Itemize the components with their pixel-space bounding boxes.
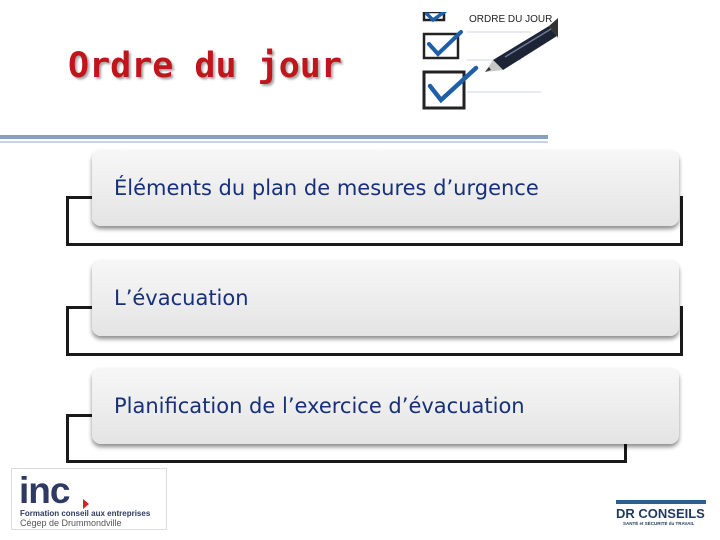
title-underline bbox=[0, 135, 548, 139]
agenda-item-label: Planification de l’exercice d’évacuation bbox=[114, 394, 525, 418]
checklist-image bbox=[421, 12, 558, 114]
agenda-item-label: L’évacuation bbox=[114, 286, 249, 310]
inc-logo-wordmark: inc bbox=[19, 470, 70, 511]
dr-conseils-logo-tagline: SANTÉ et SÉCURITÉ du TRAVAIL bbox=[623, 521, 695, 526]
slide-title: Ordre du jour bbox=[68, 46, 342, 86]
inc-logo-line1: Formation conseil aux entreprises bbox=[20, 509, 151, 518]
checklist-icon bbox=[421, 12, 558, 114]
checklist-caption: ORDRE DU JOUR bbox=[469, 14, 553, 25]
agenda-item-label: Éléments du plan de mesures d’urgence bbox=[114, 176, 539, 200]
agenda-item-2 bbox=[92, 260, 679, 336]
inc-logo bbox=[11, 468, 167, 530]
title-underline-highlight bbox=[0, 141, 548, 143]
dr-conseils-logo-bar bbox=[616, 500, 706, 504]
agenda-item-3 bbox=[92, 368, 679, 444]
agenda-item-1 bbox=[92, 150, 679, 226]
arrow-right-icon bbox=[83, 499, 89, 509]
dr-conseils-logo bbox=[613, 500, 709, 530]
dr-conseils-logo-name: DR CONSEILS bbox=[616, 506, 705, 521]
inc-logo-line2: Cégep de Drummondville bbox=[20, 518, 122, 528]
